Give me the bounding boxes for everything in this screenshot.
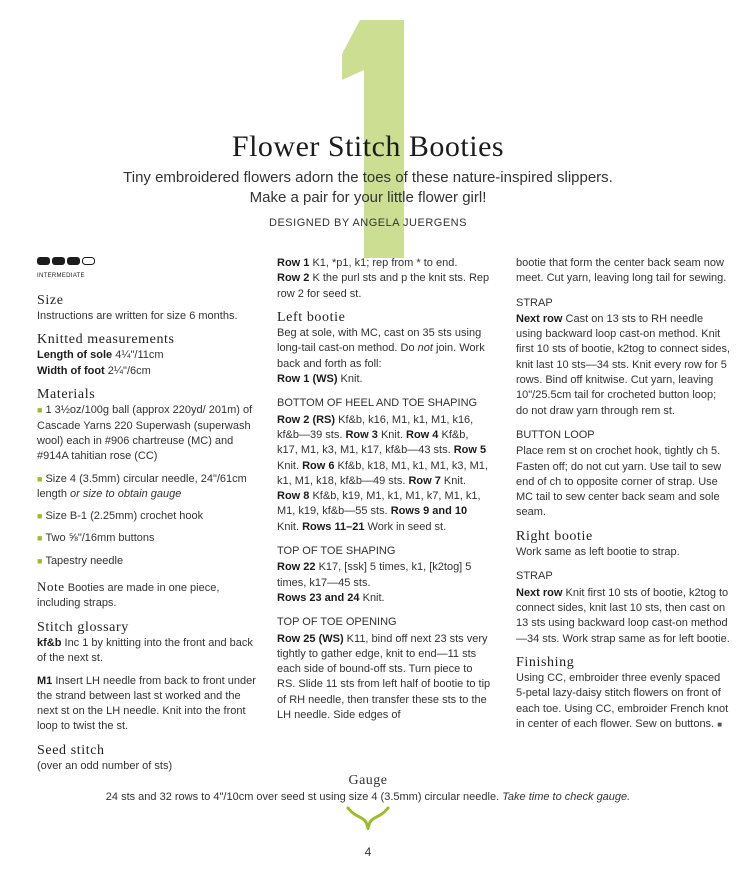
column-1 bbox=[37, 256, 259, 774]
skill-bars-icon bbox=[37, 256, 99, 266]
top-of-toe-opening-heading: TOP OF TOE OPENING bbox=[277, 616, 397, 629]
glossary-def-kfb: Inc 1 by knitting into the front and back of the next st. bbox=[37, 636, 253, 665]
strap-right-text: Next row Knit first 10 sts of bootie, k2tog to connect sides, knit last 10 sts, then cast on 13 sts using backward loop cast-on method—34 sts. Work strap same as for left bootie. bbox=[516, 586, 730, 645]
material-hook: Size B-1 (2.25mm) crochet hook bbox=[45, 510, 204, 523]
gauge-text: 24 sts and 32 rows to 4"/10cm over seed st using size 4 (3.5mm) circular needle. Take time to check gauge. bbox=[105, 791, 631, 803]
sole-length-value: 4¼"/11cm bbox=[115, 349, 164, 362]
finishing-heading: Finishing bbox=[516, 654, 575, 670]
bullet-icon: ■ bbox=[37, 405, 43, 416]
top-of-toe-shaping-heading: TOP OF TOE SHAPING bbox=[277, 545, 396, 558]
seed-stitch-note: (over an odd number of sts) bbox=[37, 760, 173, 773]
left-bootie-intro-end: join. Work back and forth as foll: bbox=[277, 342, 485, 370]
left-bootie-intro: Beg at sole, with MC, cast on 35 sts using long-tail cast-on method. Do bbox=[277, 327, 482, 355]
gauge-heading: Gauge bbox=[348, 773, 388, 788]
seed-row-2-text: K the purl sts and p the knit sts. Rep row 2 for seed st. bbox=[277, 272, 490, 300]
subtitle-line-1: Tiny embroidered flowers adorn the toes of these nature-inspired slippers. bbox=[123, 169, 613, 186]
material-needle: Size 4 (3.5mm) circular needle, 24"/61cm length bbox=[37, 472, 247, 500]
left-bootie-continued: bootie that form the center back seam now meet. Cut yarn, leaving long tail for sewing. bbox=[516, 257, 727, 285]
stitch-glossary-heading: Stitch glossary bbox=[37, 619, 129, 635]
material-tapestry-needle: Tapestry needle bbox=[45, 554, 124, 567]
sole-length-label: Length of sole bbox=[37, 349, 113, 362]
foot-width-label: Width of foot bbox=[37, 364, 105, 377]
seed-row-2-label: Row 2 bbox=[277, 272, 310, 285]
right-bootie-text: Work same as left bootie to strap. bbox=[516, 546, 680, 559]
material-needle-gauge-note: or size to obtain gauge bbox=[70, 487, 182, 500]
material-yarn: 1 3½oz/100g ball (approx 220yd/ 201m) of Cascade Yarns 220 Superwash (superwash wool) each in #906 chartreuse (MC) and #914A tahitian rose (CC) bbox=[37, 404, 253, 463]
strap-right-heading: STRAP bbox=[516, 570, 553, 583]
material-buttons: Two ⅝"/16mm buttons bbox=[45, 532, 155, 545]
column-2 bbox=[277, 256, 492, 723]
materials-heading: Materials bbox=[37, 387, 96, 403]
heel-toe-shaping-heading: BOTTOM OF HEEL AND TOE SHAPING bbox=[277, 397, 478, 410]
bullet-icon: ■ bbox=[37, 473, 43, 484]
byline: DESIGNED BY ANGELA JUERGENS bbox=[269, 217, 467, 229]
skill-level-indicator bbox=[37, 256, 259, 285]
finishing-text: Using CC, embroider three evenly spaced 5-petal lazy-daisy stitch flowers on front of each toe. Using CC, embroider French knot in center of each flower. Sew on buttons. ■ bbox=[516, 672, 729, 731]
bullet-icon: ■ bbox=[37, 533, 43, 544]
seed-row-1-label: Row 1 bbox=[277, 257, 310, 269]
heel-toe-shaping-text: Row 2 (RS) Kf&b, k16, M1, k1, M1, k16, kf&b—39 sts. Row 3 Knit. Row 4 Kf&b, k17, M1, k3, M1, k17, kf&b—43 sts. Row 5 Knit. Row 6 Kf&b, k18, M1, k1, M1, k3, M1, k1, M1, k18, kf&b—49 sts. Row 7 Knit. Row 8 Kf&b, k19, M1, k1, M1, k7, M1, k1, M1, k19, kf&b—55 sts. Rows 9 and 10 Knit. Rows 11–21 Work in seed st. bbox=[277, 413, 488, 533]
right-bootie-heading: Right bootie bbox=[516, 528, 593, 544]
bullet-icon: ■ bbox=[37, 555, 43, 566]
column-3 bbox=[516, 256, 731, 732]
bullet-icon: ■ bbox=[37, 511, 43, 522]
strap-text: Next row Cast on 13 sts to RH needle using backward loop cast-on method. Knit first 10 sts of bootie, k2tog to connect sides, knit last 10 sts—34 sts. Knit every row for 5 rows. Bind off knitwise. Cut yarn, leaving 10"/25.5cm tail for crocheted button loop; do not draw yarn through rem st. bbox=[516, 312, 731, 417]
strap-heading: STRAP bbox=[516, 296, 553, 309]
top-of-toe-row-22: Row 22 K17, [ssk] 5 times, k1, [k2tog] 5 times, k17—45 sts. bbox=[277, 561, 472, 589]
brace-ornament-icon bbox=[346, 806, 390, 830]
size-heading: Size bbox=[37, 292, 64, 308]
top-of-toe-rows-23-24: Rows 23 and 24 Knit. bbox=[277, 591, 385, 604]
end-mark-icon: ■ bbox=[717, 720, 723, 730]
glossary-def-m1: Insert LH needle from back to front under the strand between last st worked and the next st on the LH needle. Knit into the front loop to twist the st. bbox=[37, 674, 256, 733]
left-bootie-row-1-text: Knit. bbox=[337, 373, 363, 386]
seed-stitch-heading: Seed stitch bbox=[37, 742, 105, 758]
glossary-term-kfb: kf&b bbox=[37, 636, 62, 649]
subtitle-line-2: Make a pair for your little flower girl! bbox=[249, 189, 487, 206]
seed-row-1-text: K1, *p1, k1; rep from * to end. bbox=[309, 257, 458, 269]
skill-level-label: INTERMEDIATE bbox=[37, 273, 85, 280]
left-bootie-heading: Left bootie bbox=[277, 309, 346, 325]
button-loop-text: Place rem st on crochet hook, tightly ch 5. Fasten off; do not cut yarn. Use tail to sew end of ch to opposite corner of strap. Use MC tail to sew center back seam and sole seam. bbox=[516, 445, 722, 519]
foot-width-value: 2¼"/6cm bbox=[107, 364, 151, 377]
top-of-toe-opening-text: Row 25 (WS) K11, bind off next 23 sts very tightly to gather edge, knit to end—11 sts each side of bound-off sts. Turn piece to RS. Slide 11 sts from left half of bootie to tip of RH needle, then transfer these sts to the LH needle. Side edges of bbox=[277, 632, 491, 722]
note-heading: Note bbox=[37, 579, 65, 595]
knitted-measurements-heading: Knitted measurements bbox=[37, 332, 175, 348]
note-text: Booties are made in one piece, including straps. bbox=[37, 582, 220, 610]
page-number: 4 bbox=[364, 845, 372, 859]
left-bootie-emphasis: not bbox=[417, 342, 433, 355]
size-text: Instructions are written for size 6 months. bbox=[37, 309, 238, 322]
button-loop-heading: BUTTON LOOP bbox=[516, 428, 595, 441]
page-title: Flower Stitch Booties bbox=[231, 130, 505, 163]
glossary-term-m1: M1 bbox=[37, 674, 53, 687]
left-bootie-row-1-label: Row 1 (WS) bbox=[277, 373, 338, 386]
